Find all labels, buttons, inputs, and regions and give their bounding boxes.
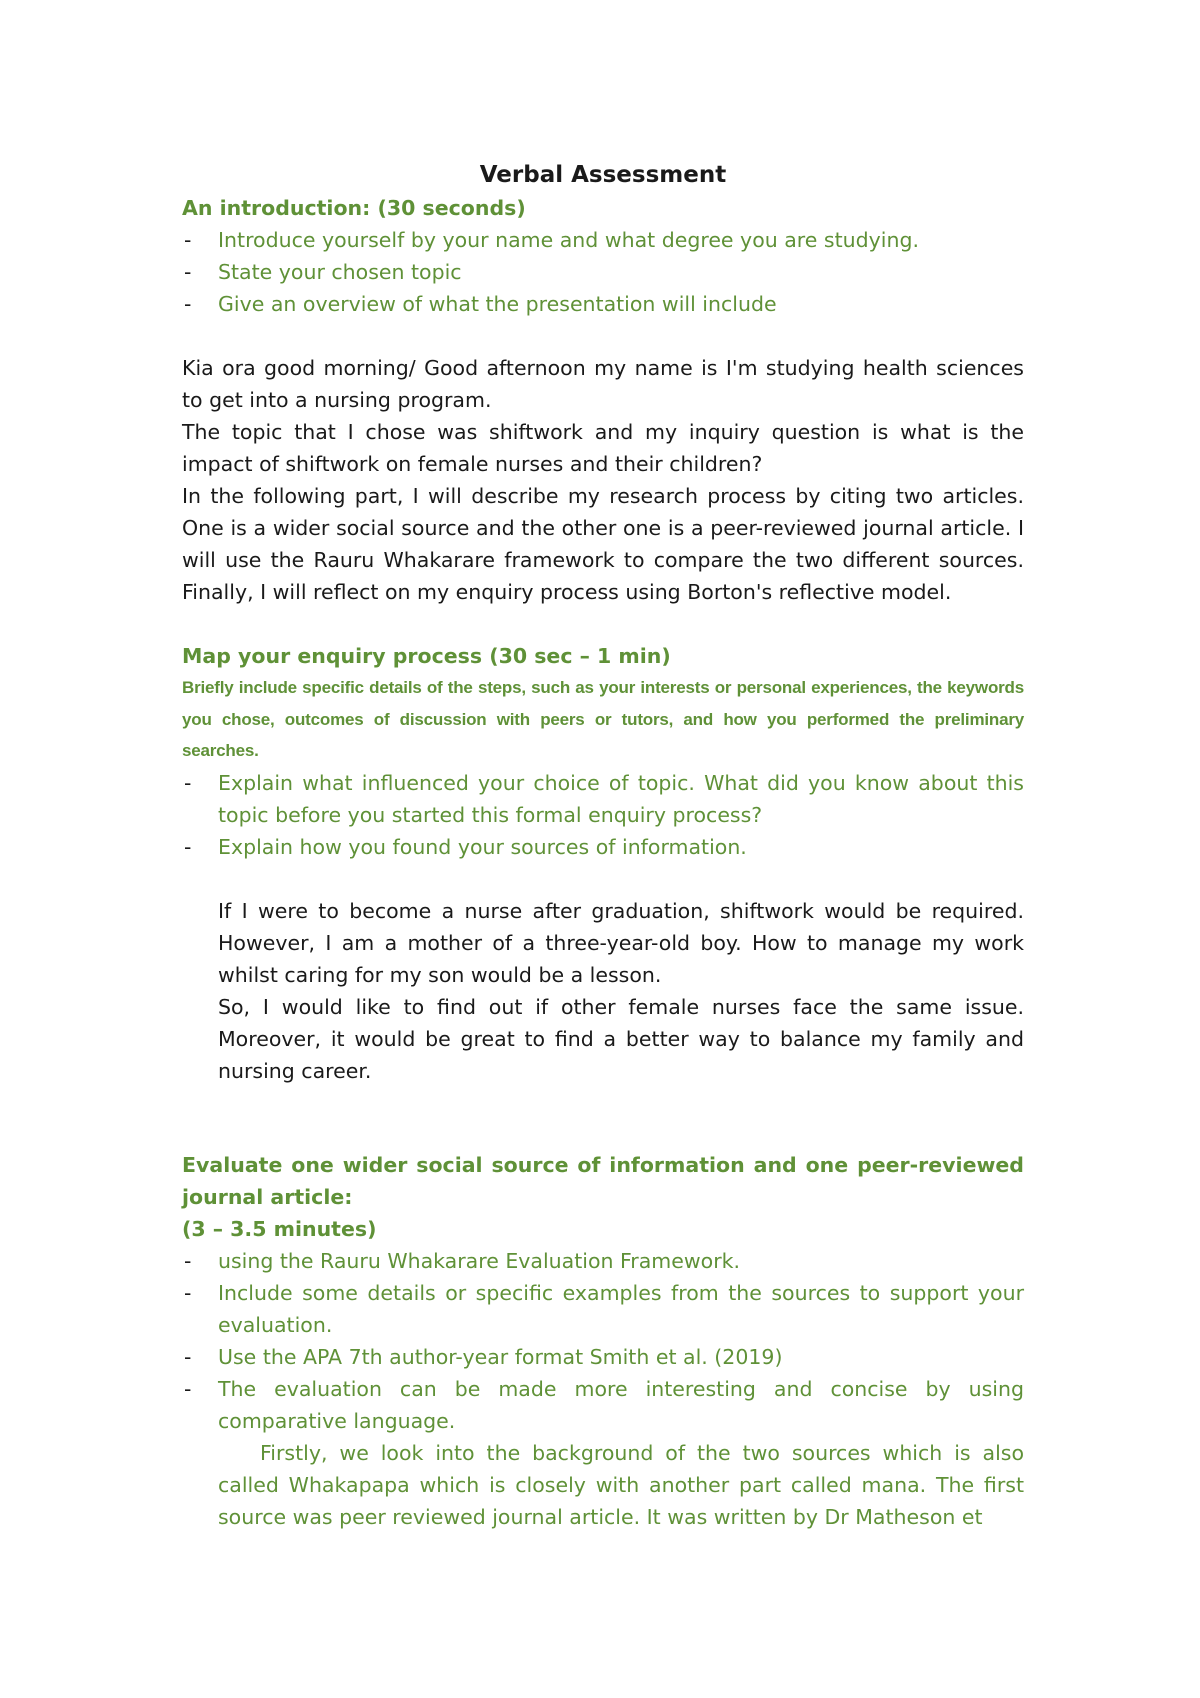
intro-paragraph: The topic that I chose was shiftwork and my inquiry question is what is the impact of shiftwork on female nurses and their children? [182, 420, 1024, 476]
intro-bullet: - Give an overview of what the presentation will include [182, 288, 1024, 320]
intro-bullet: - Introduce yourself by your name and what degree you are studying. [182, 224, 1024, 256]
evaluate-heading: Evaluate one wider social source of information and one peer-reviewed journal article: [182, 1152, 1024, 1209]
map-paragraph: If I were to become a nurse after graduation, shiftwork would be required. However, I am a mother of a three-year-old boy. How to manage my work whilst caring for my son would be a lesson. [218, 898, 1024, 987]
map-bullet: - Explain what influenced your choice of topic. What did you know about this topic before you started this formal enquiry process? [182, 767, 1024, 831]
document-content [182, 158, 1024, 1533]
evaluate-subheading: (3 – 3.5 minutes) [182, 1216, 377, 1241]
map-bullet: - Explain how you found your sources of information. [182, 831, 1024, 863]
page-title: Verbal Assessment [479, 162, 727, 188]
evaluate-bullet: - Include some details or specific examples from the sources to support your evaluation. [182, 1277, 1024, 1341]
intro-bullet: - State your chosen topic [182, 256, 1024, 288]
intro-bullet-list [182, 224, 1024, 320]
map-paragraph: So, I would like to find out if other female nurses face the same issue. Moreover, it would be great to find a better way to balance my family and nursing career. [218, 994, 1024, 1083]
map-heading: Map your enquiry process (30 sec – 1 min) [182, 644, 671, 668]
evaluate-bullet-list [182, 1245, 1024, 1437]
intro-heading: An introduction: (30 seconds) [182, 196, 526, 220]
evaluate-paragraph: Firstly, we look into the background of the two sources which is also called Whakapapa which is closely with another part called mana. The first source was peer reviewed journal article. It was written by Dr Matheson et [218, 1440, 1024, 1529]
map-instruction-note: Briefly include specific details of the steps, such as your interests or personal experiences, the keywords you chose, outcomes of discussion with peers or tutors, and how you performed the preliminary searches. [182, 678, 1024, 760]
evaluate-bullet: - using the Rauru Whakarare Evaluation Framework. [182, 1245, 1024, 1277]
map-bullet-list [182, 767, 1024, 863]
intro-paragraph: Kia ora good morning/ Good afternoon my name is I'm studying health sciences to get into a nursing program. [182, 356, 1024, 412]
evaluate-bullet: - Use the APA 7th author-year format Smith et al. (2019) [182, 1341, 1024, 1373]
evaluate-bullet: - The evaluation can be made more interesting and concise by using comparative language. [182, 1373, 1024, 1437]
intro-paragraph: In the following part, I will describe my research process by citing two articles. One is a wider social source and the other one is a peer-reviewed journal article. I will use the Rauru Whakarare framework to compare the two different sources. Finally, I will reflect on my enquiry process using Borton's reflective model. [182, 484, 1024, 604]
